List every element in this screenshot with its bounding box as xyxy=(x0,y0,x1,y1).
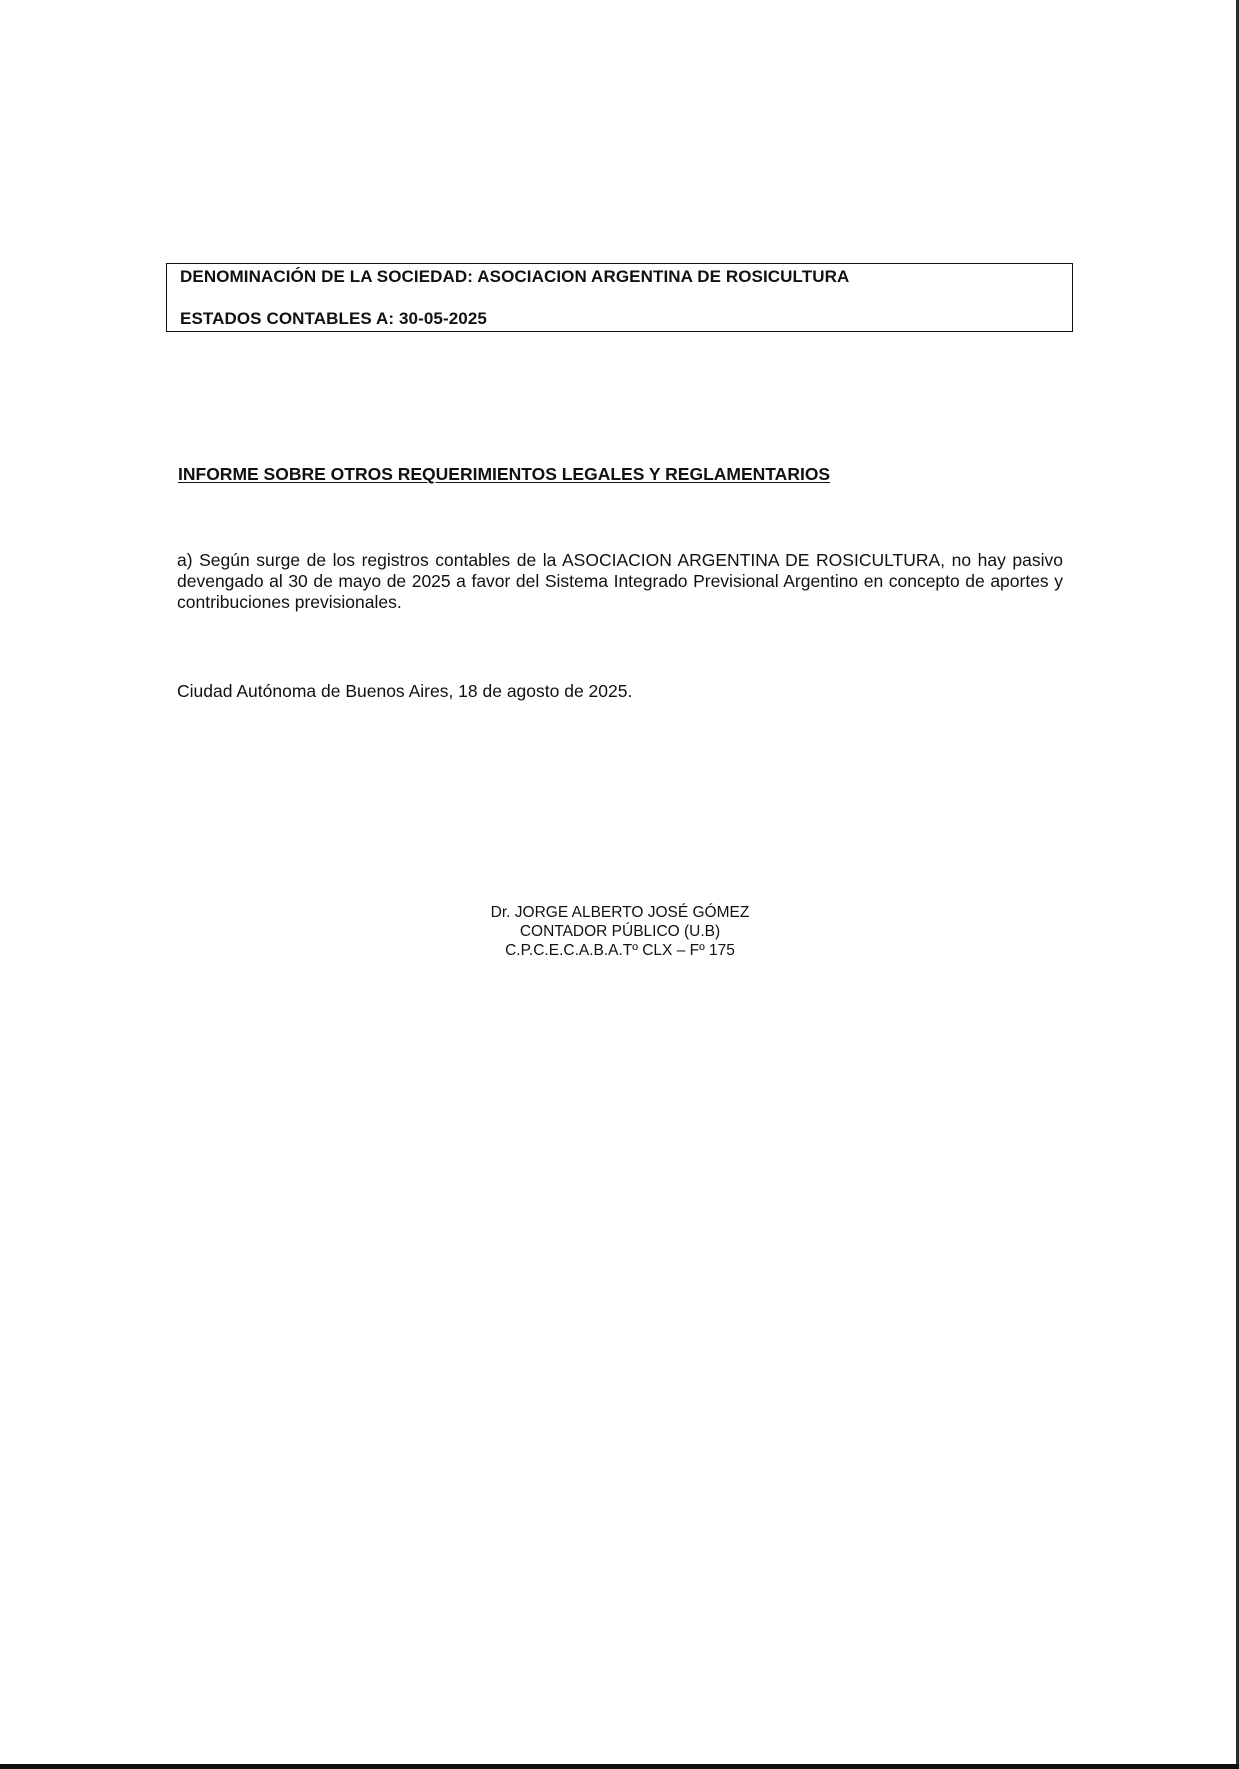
scan-bottom-edge xyxy=(0,1764,1239,1769)
company-header-box xyxy=(166,263,1073,332)
place-and-date: Ciudad Autónoma de Buenos Aires, 18 de agosto de 2025. xyxy=(177,681,633,701)
report-title: INFORME SOBRE OTROS REQUERIMIENTOS LEGALES Y REGLAMENTARIOS xyxy=(178,464,831,484)
signature-block xyxy=(420,903,820,960)
signer-title: CONTADOR PÚBLICO (U.B) xyxy=(519,923,721,940)
company-name-line: DENOMINACIÓN DE LA SOCIEDAD: ASOCIACION ARGENTINA DE ROSICULTURA xyxy=(180,267,850,286)
signer-registration: C.P.C.E.C.A.B.A.Tº CLX – Fº 175 xyxy=(505,942,735,959)
signer-name: Dr. JORGE ALBERTO JOSÉ GÓMEZ xyxy=(490,904,750,921)
report-paragraph-a: a) Según surge de los registros contables de la ASOCIACION ARGENTINA DE ROSICULTURA, no hay pasivo devengado al 30 de mayo de 2025 a favor del Sistema Integrado Previsional Argentino en concepto de aportes y contribuciones previsionales. xyxy=(177,550,1063,612)
financial-statements-date-line: ESTADOS CONTABLES A: 30-05-2025 xyxy=(180,309,487,328)
